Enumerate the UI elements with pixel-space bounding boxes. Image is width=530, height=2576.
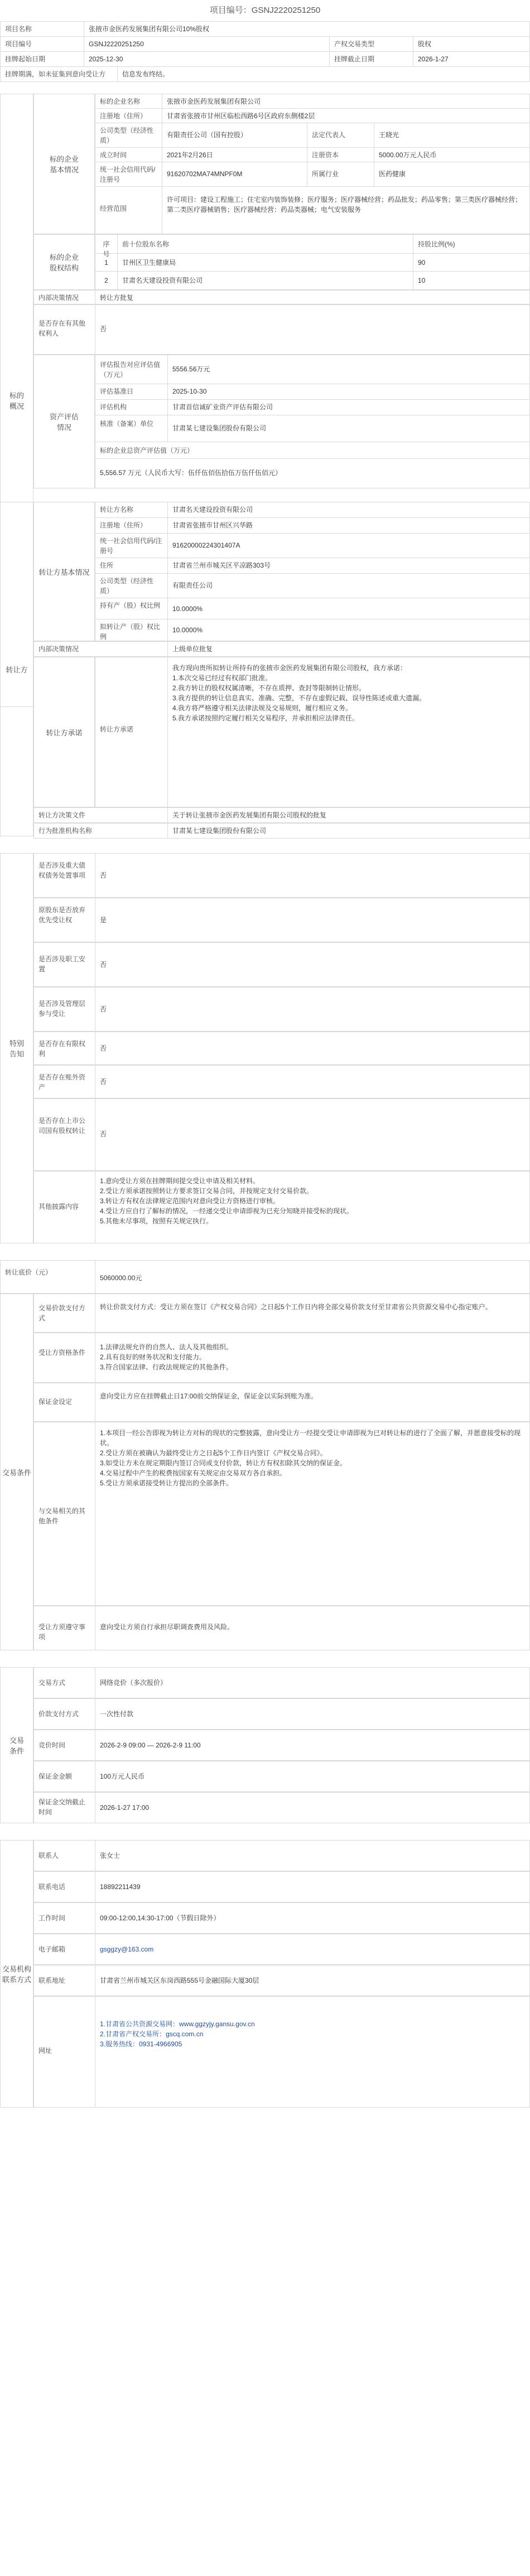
disclose-item-value: 否 — [100, 1044, 107, 1052]
project-number-title: 项目编号：GSNJ2220251250 — [209, 6, 321, 15]
target-name-value: 张掖市金医药发展集团有限公司 — [162, 94, 529, 109]
price-row — [0, 1260, 530, 1294]
target-capital-label: 注册资本 — [307, 148, 374, 162]
trade-bond-time-label: 保证金交纳截止时间 — [34, 1793, 95, 1823]
end-date-value: 2026-1-27 — [418, 55, 449, 63]
target-legal-value: 王晓光 — [374, 123, 529, 148]
target-name-label: 标的企业名称 — [95, 94, 162, 109]
disclose-other-row — [33, 1171, 530, 1243]
contact-value: 甘肃省兰州市城关区东岗西路555号金融国际大厦30层 — [100, 1977, 259, 1984]
qualification-label: 受让方资格条件 — [34, 1333, 95, 1382]
disclose-row — [33, 942, 530, 987]
price-label: 转让底价（元） — [1, 1261, 95, 1293]
disclose-item-label: 是否涉及重大债权债务处置事项 — [34, 854, 95, 897]
transferor-decision-label: 内部决策情况 — [34, 642, 168, 656]
transferor-commit-section-label: 转让方承诺 — [33, 657, 95, 807]
deposit-label: 保证金设定 — [34, 1383, 95, 1421]
transferor-commit-label: 转让方承诺 — [95, 657, 168, 807]
disclose-row — [33, 1032, 530, 1065]
contact-email-link[interactable]: gsggzy@163.com — [100, 1945, 154, 1953]
contact-row — [33, 1996, 530, 2108]
target-basic-section-label: 标的企业 基本情况 — [33, 94, 95, 234]
end-date-label: 挂牌截止日期 — [330, 52, 413, 66]
trade-method-value: 网络竞价（多次报价） — [100, 1679, 167, 1687]
disclose-item-label: 是否存在有限权利 — [34, 1032, 95, 1064]
target-address-label: 注册地（住所） — [95, 109, 162, 123]
deal-section-label: 交易条件 — [0, 1294, 33, 1650]
eval-org-value: 甘肃首信诚矿业资产评估有限公司 — [168, 400, 529, 415]
transferor-plan-value: 10.0000% — [172, 626, 203, 634]
eval-label: 评估报告对应评估值（万元） — [95, 355, 168, 384]
contact-label: 网址 — [34, 1997, 95, 2107]
transferor-type-value: 有限责任公司 — [168, 574, 529, 598]
transferor-name-label: 转让方名称 — [95, 502, 168, 518]
contact-value: 09:00-12:00,14:30-17:00（节假日除外） — [100, 1914, 220, 1922]
total-eval-line: 5,556.57 万元（人民币大写：伍仟伍佰伍拾伍万伍仟伍佰元） — [100, 469, 282, 477]
table-row-no: 2 — [95, 272, 118, 289]
disclose-item-value: 否 — [100, 871, 107, 879]
buyer-notice-row — [33, 1606, 530, 1650]
decision-value: 转让方批复 — [100, 294, 134, 302]
product-type-value: 股权 — [418, 40, 432, 48]
audit-table — [95, 355, 530, 488]
transferor-hold-value: 10.0000% — [168, 598, 529, 619]
project-no-value: GSNJ2220251250 — [84, 37, 330, 51]
target-estab-label: 成立时间 — [95, 148, 162, 162]
trade-time-value: 2026-2-9 09:00 — 2026-2-9 11:00 — [100, 1741, 201, 1749]
table-row-no: 1 — [95, 254, 118, 272]
transferor-decision-value: 上级单位批复 — [172, 645, 213, 653]
contact-value: 18892211439 — [100, 1883, 141, 1891]
disclose-row — [33, 898, 530, 942]
base-date-value: 2025-10-30 — [168, 384, 529, 400]
disclose-item-label: 原股东是否放弃优先受让权 — [34, 898, 95, 942]
pay-method-value: 转让价款支付方式：受让方须在签订《产权交易合同》之日起5个工作日内将全部交易价款支付至甘肃省公共资源交易中心指定账户。 — [100, 1303, 492, 1311]
disclose-row — [33, 853, 530, 898]
trade-time-label: 竞价时间 — [34, 1730, 95, 1760]
disclose-other-text: 1.意向受让方须在挂牌期间提交受让申请及相关材料。 2.受让方须承诺按照转让方要求签订交易合同，并按规定支付交易价款。 3.转让方有权在法律规定范围内对意向受让方资格进行审核。 4.受让方应自行了解标的情况，一经递交受让申请即视为已充分知晓并接受标的现状。 5.其他未尽事项，按照有关规定执行。 — [100, 1177, 354, 1225]
deposit-row — [33, 1383, 530, 1422]
buyer-notice-value: 意向受让方须自行承担尽职调查费用及风险。 — [100, 1623, 234, 1631]
start-date-value: 2025-12-30 — [84, 52, 330, 66]
notice-label: 挂牌期满，如未征集到意向受让方 — [1, 67, 118, 81]
disclose-item-label: 是否涉及职工安置 — [34, 943, 95, 986]
contact-row — [33, 1840, 530, 1871]
disclose-row — [33, 1098, 530, 1171]
trade-bond-time-row — [33, 1792, 530, 1823]
transferor-notice-value: 关于转让张掖市金医药发展集团有限公司股权的批复 — [172, 811, 327, 819]
disclose-other-label: 其他披露内容 — [34, 1171, 95, 1243]
trade-time-row — [33, 1730, 530, 1761]
contact-label: 电子邮箱 — [34, 1934, 95, 1964]
trade-bond-label: 保证金金额 — [34, 1761, 95, 1791]
transferor-gov-row — [33, 823, 530, 839]
deposit-value: 意向受让方应在挂牌截止日17:00前交纳保证金，保证金以实际到账为准。 — [100, 1392, 318, 1400]
eval-org-label: 评估机构 — [95, 400, 168, 415]
pay-method-row — [33, 1294, 530, 1333]
trade-method-label: 交易方式 — [34, 1668, 95, 1698]
transferor-gov-value: 甘肃某七建设集团股份有限公司 — [172, 827, 267, 835]
contact-website-links[interactable]: 1.甘肃省公共资源交易网：www.ggzyjy.gansu.gov.cn 2.甘肃省产权交易所：gscq.com.cn 3.服务热线：0931-4966905 — [100, 2020, 255, 2048]
shareholder-section-label: 标的企业 股权结构 — [33, 234, 95, 290]
pay-method-label: 交易价款支付方式 — [34, 1294, 95, 1332]
contact-row — [33, 1965, 530, 1996]
contact-row — [33, 1871, 530, 1902]
disclose-item-value: 否 — [100, 1130, 107, 1138]
target-capital-value: 5000.00万元人民币 — [374, 148, 529, 162]
target-legal-label: 法定代表人 — [307, 123, 374, 148]
other-right-row — [33, 304, 530, 355]
target-basic-table — [95, 94, 530, 234]
target-scope-value: 许可项目：建设工程施工；住宅室内装饰装修；医疗服务；医疗器械经营；药品批发；药品零售；第三类医疗器械经营；第二类医疗器械销售；医疗器械经营：药品类器械；电气安装服务 — [167, 196, 522, 214]
project-name-value: 张掖市金医药发展集团有限公司10%股权 — [89, 25, 210, 33]
trade-bond-time-value: 2026-1-27 17:00 — [100, 1804, 150, 1812]
trade-method-row — [33, 1667, 530, 1698]
disclose-item-value: 否 — [100, 961, 107, 969]
disclose-item-value: 否 — [100, 1078, 107, 1086]
notice-row — [0, 66, 530, 82]
transferor-credit-value: 91620000224301407A — [168, 534, 529, 558]
disclose-item-label: 是否涉及管理层参与受让 — [34, 987, 95, 1031]
approve-value: 甘肃某七建设集团股份有限公司 — [168, 415, 529, 442]
table-row-pct: 90 — [413, 254, 529, 272]
target-type-label: 公司类型（经济性质） — [95, 123, 162, 148]
transferor-address-value: 甘肃省张掖市甘州区兴华路 — [168, 518, 529, 534]
transferor-location-value: 甘肃省兰州市城关区平凉路303号 — [168, 558, 529, 574]
transferor-decision-row — [33, 641, 530, 657]
project-name-row — [0, 21, 530, 37]
contact-value: 张女士 — [100, 1852, 121, 1860]
shareholder-header-pct: 持股比例(%) — [413, 235, 529, 254]
table-row-name: 甘州区卫生健康局 — [118, 254, 413, 272]
price-value: 5060000.00元 — [100, 1274, 142, 1282]
project-no-label: 项目编号 — [1, 37, 84, 51]
shareholder-table — [95, 234, 530, 290]
disclose-item-value: 否 — [100, 1005, 107, 1013]
approve-label: 核准（备案）单位 — [95, 415, 168, 442]
transferor-credit-label: 统一社会信用代码/注册号 — [95, 534, 168, 558]
trade-bond-value: 100万元人民币 — [100, 1773, 145, 1780]
transferor-plan-label: 拟转让产（股）权比例 — [95, 619, 168, 641]
target-industry-label: 所属行业 — [307, 162, 374, 187]
other-conditions-value: 1.本项目一经公告即视为转让方对标的现状的完整披露，意向受让方一经提交受让申请即视为已对转让标的进行了全面了解，并愿意接受标的现状。 2.受让方须在被确认为最终受让方之日起5个工作日内签订《产权交易合同》。 3.如受让方未在规定期限内签订合同或支付价款，转让方有权扣除其交纳的保证金。 4.交易过程中产生的税费按国家有关规定由交易双方各自承担。 5.受让方须承诺接受转让方提出的全部条件。 — [100, 1429, 521, 1487]
qualification-row — [33, 1333, 530, 1383]
disclose-item-label: 是否存在账外资产 — [34, 1066, 95, 1098]
base-date-label: 评估基准日 — [95, 384, 168, 400]
other-right-label: 是否存在有其他权利人 — [34, 305, 95, 354]
eval-value: 5556.56万元 — [168, 355, 529, 384]
buyer-notice-label: 受让方须遵守事项 — [34, 1606, 95, 1650]
transferor-section-label: 转让方 — [0, 502, 33, 836]
shareholder-header-no: 序号 — [95, 235, 118, 254]
other-conditions-row — [33, 1422, 530, 1606]
product-type-label: 产权交易类型 — [330, 37, 413, 51]
target-credit-label: 统一社会信用代码/注册号 — [95, 162, 162, 187]
target-type-value: 有限责任公司（国有控股） — [162, 123, 307, 148]
disclose-item-value: 是 — [100, 916, 107, 924]
contact-label: 工作时间 — [34, 1903, 95, 1933]
transferor-hold-label: 持有产（股）权比例 — [95, 598, 168, 619]
target-section-label: 标的 概况 — [0, 94, 33, 707]
decision-label: 内部决策情况 — [34, 290, 95, 304]
trading-section-label: 交易 条件 — [0, 1667, 33, 1823]
target-industry-value: 医药健康 — [374, 162, 529, 187]
disclose-row — [33, 987, 530, 1032]
decision-row — [33, 290, 530, 304]
trade-pay-label: 价款支付方式 — [34, 1699, 95, 1729]
project-no-row — [0, 36, 530, 52]
target-estab-value: 2021年2月26日 — [162, 148, 307, 162]
transferor-type-label: 公司类型（经济性质） — [95, 574, 168, 598]
notice-value: 信息发布终结。 — [122, 70, 170, 78]
trade-bond-row — [33, 1761, 530, 1792]
target-address-value: 甘肃省张掖市甘州区临松西路6号区政府东侧楼2层 — [162, 109, 529, 123]
contact-row — [33, 1934, 530, 1965]
transferor-notice-label: 转让方决策文件 — [34, 808, 168, 822]
contact-section-label: 交易机构 联系方式 — [0, 1840, 33, 2108]
other-conditions-label: 与交易相关的其他条件 — [34, 1422, 95, 1605]
disclose-section-label: 特别 告知 — [0, 853, 33, 1243]
transferor-notice-row — [33, 807, 530, 823]
transferor-commit-table — [95, 657, 530, 807]
contact-label: 联系电话 — [34, 1872, 95, 1902]
target-scope-label: 经营范围 — [95, 187, 162, 234]
qualification-value: 1.法律法规允许的自然人、法人及其他组织。 2.具有良好的财务状况和支付能力。 3.符合国家法律、行政法规规定的其他条件。 — [100, 1343, 233, 1371]
transferor-basic-table — [95, 502, 530, 641]
transferor-commit-text: 我方现向贵所拟转让所持有的张掖市金医药发展集团有限公司股权，我方承诺： 1.本次交易已经过有权部门批准。 2.我方转让的股权权属清晰，不存在质押、查封等限制转让情形。 3.我方提供的转让信息真实、准确、完整，不存在虚假记载、误导性陈述或重大遗漏。 4.我方将严格遵守相关法律法规及交易规则，履行相应义务。 5.我方承诺按照约定履行相关交易程序，并承担相应法律责任。 — [172, 664, 426, 722]
total-eval-label: 标的企业总资产评估值（万元） — [95, 442, 529, 459]
target-credit-value: 91620702MA74MNPF0M — [162, 162, 307, 187]
date-row — [0, 51, 530, 67]
audit-section-label: 资产评估 情况 — [33, 355, 95, 488]
transferor-basic-section-label: 转让方基本情况 — [33, 502, 95, 641]
trade-pay-row — [33, 1698, 530, 1730]
disclose-item-label: 是否存在上市公司国有股权转让 — [34, 1099, 95, 1170]
contact-label: 联系地址 — [34, 1965, 95, 1996]
contact-label: 联系人 — [34, 1841, 95, 1871]
table-row-name: 甘肃名天建设投资有限公司 — [118, 272, 413, 289]
transferor-name-value: 甘肃名天建设投资有限公司 — [168, 502, 529, 518]
other-right-value: 否 — [100, 325, 107, 333]
table-row-pct: 10 — [418, 277, 426, 284]
transferor-gov-label: 行为批准机构名称 — [34, 824, 168, 838]
trade-pay-value: 一次性付款 — [100, 1710, 134, 1718]
contact-row — [33, 1902, 530, 1934]
start-date-label: 挂牌起始日期 — [1, 52, 84, 66]
project-name-label: 项目名称 — [1, 22, 84, 36]
transferor-location-label: 住所 — [95, 558, 168, 574]
shareholder-header-name: 前十位股东名称 — [118, 235, 413, 254]
disclose-row — [33, 1065, 530, 1098]
transferor-address-label: 注册地（住所） — [95, 518, 168, 534]
